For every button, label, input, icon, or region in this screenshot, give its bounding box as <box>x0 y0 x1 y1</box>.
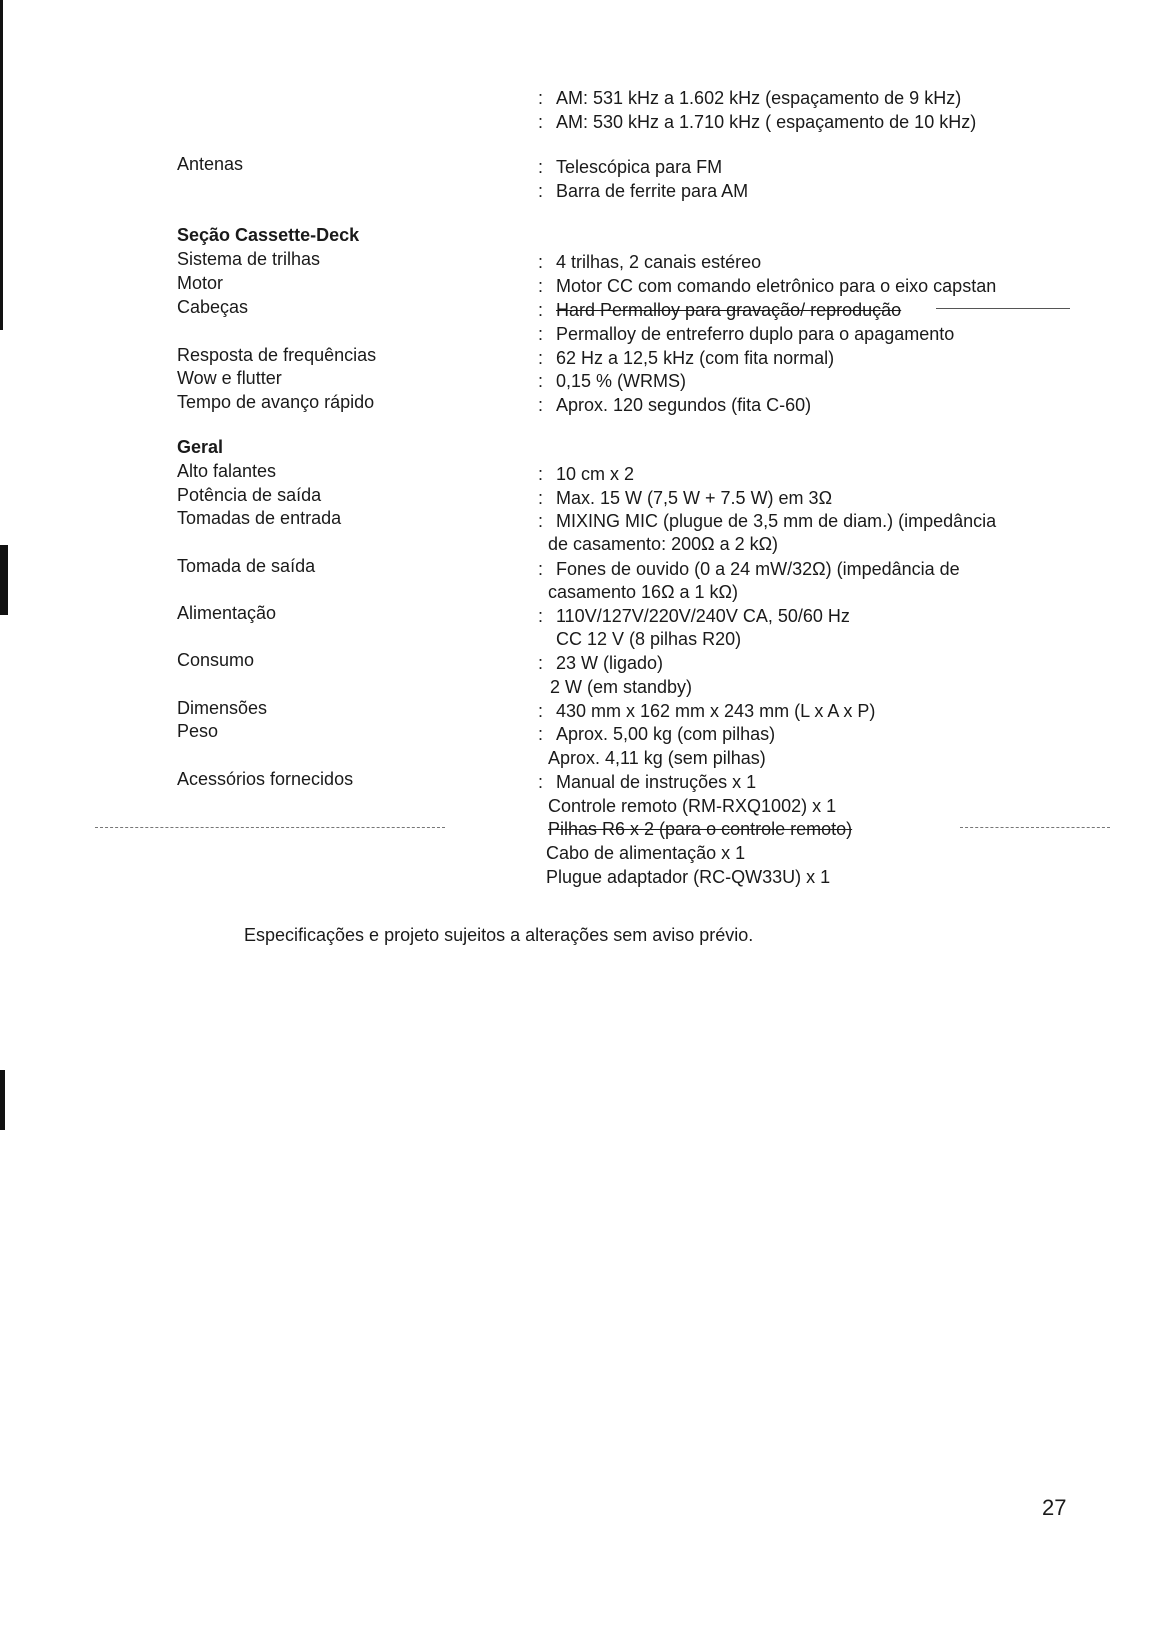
alimentacao-value-2: CC 12 V (8 pilhas R20) <box>556 629 742 649</box>
entrada-value-2: de casamento: 200Ω a 2 kΩ) <box>548 534 779 554</box>
alto-falantes-value: 10 cm x 2 <box>556 464 635 484</box>
wow-value: 0,15 % (WRMS) <box>556 371 687 391</box>
entrada-value-1: MIXING MIC (plugue de 3,5 mm de diam.) (impedância <box>556 511 997 531</box>
dimensoes-label: Dimensões <box>177 698 268 718</box>
consumo-label: Consumo <box>177 650 255 670</box>
colon: : <box>538 157 544 177</box>
motor-value: Motor CC com comando eletrônico para o eixo capstan <box>556 276 997 296</box>
strike-line <box>936 308 1070 309</box>
sistema-label: Sistema de trilhas <box>177 249 321 269</box>
colon: : <box>538 395 544 415</box>
colon: : <box>538 653 544 673</box>
colon: : <box>538 701 544 721</box>
colon: : <box>538 181 544 201</box>
binding-edge-mark <box>0 545 8 615</box>
colon: : <box>538 371 544 391</box>
tempo-value: Aprox. 120 segundos (fita C-60) <box>556 395 812 415</box>
tempo-label: Tempo de avanço rápido <box>177 392 375 412</box>
alto-falantes-label: Alto falantes <box>177 461 277 481</box>
cassette-heading: Seção Cassette-Deck <box>177 225 360 245</box>
colon: : <box>538 88 544 108</box>
entrada-label: Tomadas de entrada <box>177 508 342 528</box>
page-number: 27 <box>1042 1495 1067 1520</box>
alimentacao-label: Alimentação <box>177 603 277 623</box>
consumo-value-1: 23 W (ligado) <box>556 653 664 673</box>
resposta-label: Resposta de frequências <box>177 345 377 365</box>
colon: : <box>538 724 544 744</box>
cut-line-left <box>95 827 445 828</box>
saida-label: Tomada de saída <box>177 556 316 576</box>
peso-value-1: Aprox. 5,00 kg (com pilhas) <box>556 724 776 744</box>
saida-value-2: casamento 16Ω a 1 kΩ) <box>548 582 739 602</box>
cut-line-right <box>960 827 1110 828</box>
colon: : <box>538 324 544 344</box>
acessorio-controle: Controle remoto (RM-RXQ1002) x 1 <box>548 796 837 816</box>
peso-label: Peso <box>177 721 219 741</box>
consumo-value-2: 2 W (em standby) <box>550 677 693 697</box>
colon: : <box>538 276 544 296</box>
saida-value-1: Fones de ouvido (0 a 24 mW/32Ω) (impedância de <box>556 559 960 579</box>
acessorio-pilhas: Pilhas R6 x 2 (para o controle remoto) <box>548 819 853 839</box>
antenas-value-fm: Telescópica para FM <box>556 157 723 177</box>
acessorio-cabo: Cabo de alimentação x 1 <box>546 843 746 863</box>
disclaimer-note: Especificações e projeto sujeitos a alterações sem aviso prévio. <box>244 925 754 945</box>
colon: : <box>538 606 544 626</box>
antenas-value-am: Barra de ferrite para AM <box>556 181 749 201</box>
binding-edge-mark <box>0 1070 5 1130</box>
tuner-am-9khz: AM: 531 kHz a 1.602 kHz (espaçamento de 9 kHz) <box>556 88 962 108</box>
antenas-label: Antenas <box>177 154 244 174</box>
colon: : <box>538 772 544 792</box>
geral-heading: Geral <box>177 437 224 457</box>
colon: : <box>538 559 544 579</box>
cabecas-label: Cabeças <box>177 297 249 317</box>
alimentacao-value-1: 110V/127V/220V/240V CA, 50/60 Hz <box>556 606 850 626</box>
resposta-value: 62 Hz a 12,5 kHz (com fita normal) <box>556 348 835 368</box>
dimensoes-value: 430 mm x 162 mm x 243 mm (L x A x P) <box>556 701 876 721</box>
cabecas-value-apagamento: Permalloy de entreferro duplo para o apagamento <box>556 324 955 344</box>
colon: : <box>538 464 544 484</box>
potencia-value: Max. 15 W (7,5 W + 7.5 W) em 3Ω <box>556 488 833 508</box>
colon: : <box>538 300 544 320</box>
wow-label: Wow e flutter <box>177 368 282 388</box>
cabecas-value-gravacao: Hard Permalloy para gravação/ reprodução <box>556 300 902 320</box>
tuner-am-10khz: AM: 530 kHz a 1.710 kHz ( espaçamento de 10 kHz) <box>556 112 977 132</box>
colon: : <box>538 252 544 272</box>
acessorio-plugue: Plugue adaptador (RC-QW33U) x 1 <box>546 867 831 887</box>
motor-label: Motor <box>177 273 224 293</box>
binding-edge-mark <box>0 0 3 330</box>
colon: : <box>538 511 544 531</box>
colon: : <box>538 348 544 368</box>
sistema-value: 4 trilhas, 2 canais estéreo <box>556 252 762 272</box>
colon: : <box>538 488 544 508</box>
peso-value-2: Aprox. 4,11 kg (sem pilhas) <box>548 748 766 768</box>
acessorios-label: Acessórios fornecidos <box>177 769 354 789</box>
colon: : <box>538 112 544 132</box>
acessorio-manual: Manual de instruções x 1 <box>556 772 757 792</box>
potencia-label: Potência de saída <box>177 485 322 505</box>
